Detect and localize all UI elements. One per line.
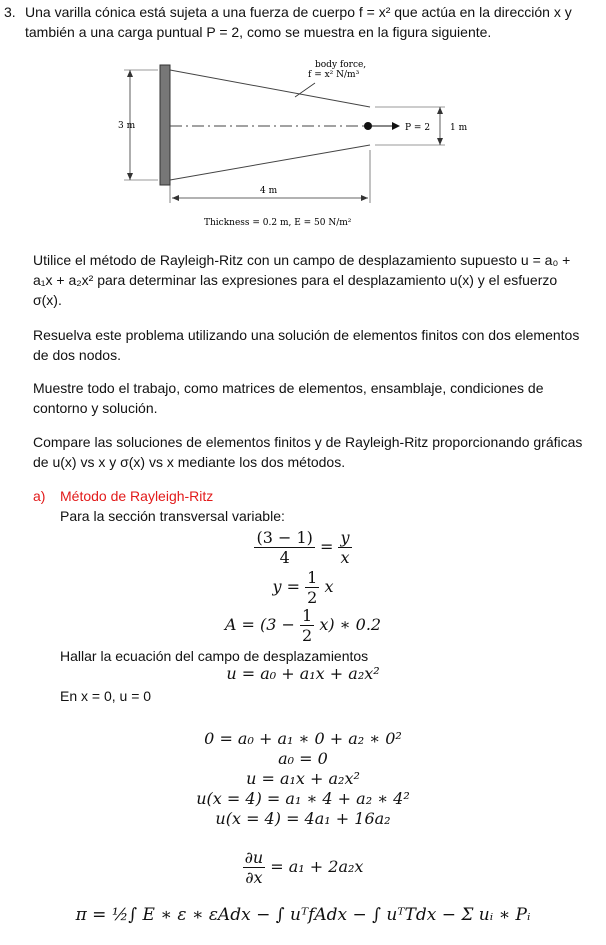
paragraph-3-line-2: contorno y solución. [33, 400, 158, 416]
problem-number: 3. [4, 4, 16, 20]
tapered-bar-figure [100, 55, 500, 235]
equation-3: u = a₁x + a₂x² [246, 769, 360, 788]
load-point [364, 122, 372, 130]
equation-derivative: $\frac{\partial u}{\partial x}$ = a₁ + 2a₂x [244, 848, 364, 887]
figure-caption: Thickness = 0.2 m, E = 50 N/m² [204, 218, 352, 228]
section-subtitle-2: Hallar la ecuación del campo de desplazamientos [60, 648, 369, 664]
length-dimension: 4 m [260, 186, 278, 196]
load-label: P = 2 [405, 123, 431, 133]
paragraph-2-line-2: de dos nodos. [33, 347, 121, 363]
equation-5: u(x = 4) = 4a₁ + 16a₂ [215, 809, 391, 828]
paragraph-1-line-1: Utilice el método de Rayleigh-Ritz con un campo de desplazamiento supuesto u = a₀ + [33, 252, 571, 268]
equation-u: u = a₀ + a₁x + a₂x² [226, 664, 380, 683]
paragraph-3-line-1: Muestre todo el trabajo, como matrices de elementos, ensamblaje, condiciones de [33, 380, 544, 396]
body-force-label-2: f = x² N/m³ [308, 70, 360, 80]
boundary-condition: En x = 0, u = 0 [60, 688, 152, 704]
wall-support [160, 65, 170, 185]
equation-y: y = $\frac{1}{2}$ x [272, 568, 334, 607]
problem-line-2: también a una carga puntual P = 2, como se muestra en la figura siguiente. [25, 24, 492, 40]
section-subtitle-1: Para la sección transversal variable: [60, 508, 285, 524]
right-dimension: 1 m [450, 123, 468, 133]
equation-slope: $\frac{(3 - 1)}{4}$ = $\frac{y}{x}$ [256, 528, 350, 567]
paragraph-2-line-1: Resuelva este problema utilizando una solución de elementos finitos con dos elementos [33, 327, 580, 343]
equation-area: A = (3 − $\frac{1}{2}$ x) ∗ 0.2 [224, 606, 382, 645]
body-force-label-1: body force, [315, 60, 367, 70]
paragraph-1-line-2: a₁x + a₂x² para determinar las expresiones para el desplazamiento u(x) y el esfuerzo [33, 272, 558, 288]
paragraph-4-line-1: Compare las soluciones de elementos finitos y de Rayleigh-Ritz proporcionando gráficas [33, 434, 583, 450]
bar-bottom-edge [170, 145, 370, 180]
section-marker: a) [33, 488, 46, 504]
section-title: Método de Rayleigh-Ritz [60, 488, 214, 504]
equation-1: 0 = a₀ + a₁ ∗ 0 + a₂ ∗ 0² [204, 729, 402, 748]
paragraph-4-line-2: de u(x) vs x y σ(x) vs x mediante los dos métodos. [33, 454, 346, 470]
equation-4: u(x = 4) = a₁ ∗ 4 + a₂ ∗ 4² [196, 789, 410, 808]
paragraph-1-line-3: σ(x). [33, 292, 62, 308]
load-arrow-icon [392, 122, 400, 130]
equation-potential-energy: π = ½∫ E ∗ ε ∗ εAdx − ∫ uᵀfAdx − ∫ uᵀTdx − Σ uᵢ ∗ Pᵢ [75, 905, 531, 925]
equation-2: a₀ = 0 [278, 749, 328, 768]
problem-line-1: Una varilla cónica está sujeta a una fuerza de cuerpo f = x² que actúa en la dirección x y [25, 4, 572, 20]
left-dimension: 3 m [118, 121, 136, 131]
